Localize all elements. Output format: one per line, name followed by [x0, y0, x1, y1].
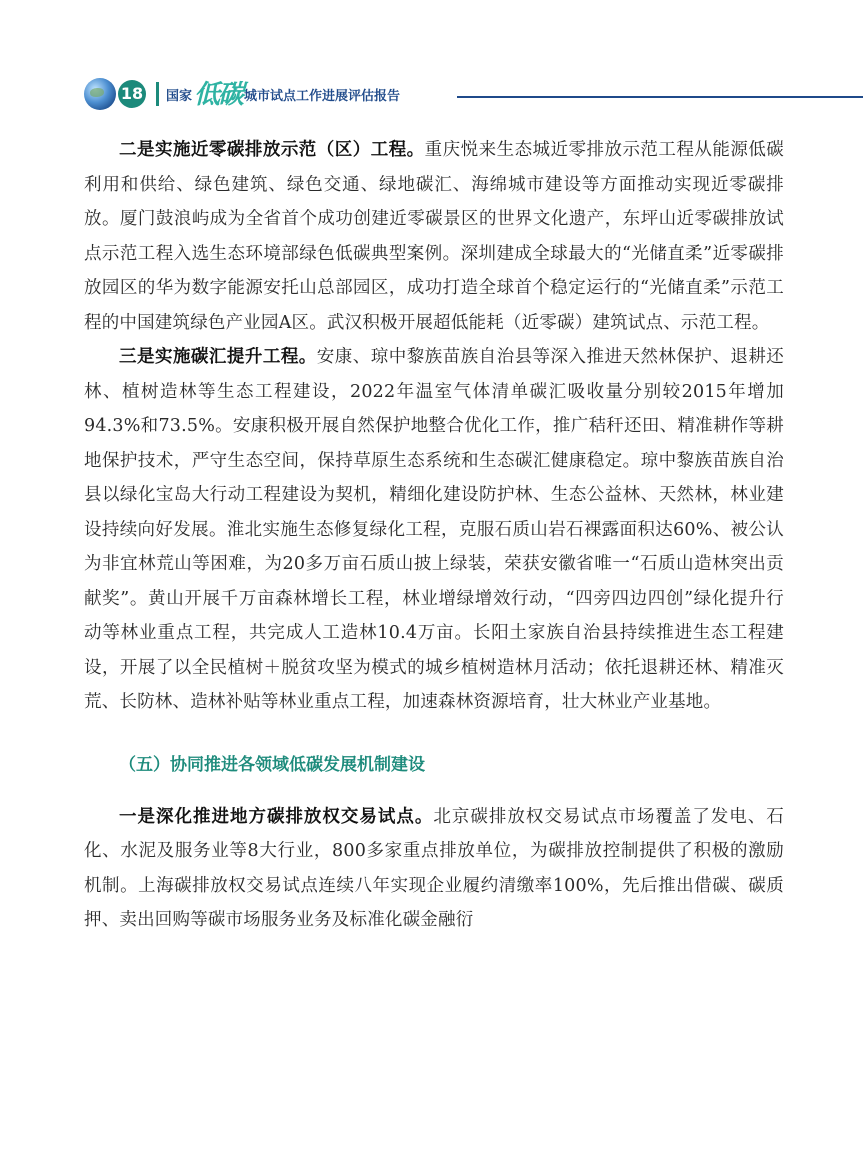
paragraph-carbon-trading: [84, 800, 784, 938]
paragraph-carbon-sink: [84, 340, 784, 720]
report-title: [166, 82, 400, 108]
paragraph-lead: 二是实施近零碳排放示范（区）工程。: [119, 140, 425, 160]
paragraph-lead: 一是深化推进地方碳排放权交易试点。: [119, 806, 434, 827]
title-prefix: 国家: [166, 89, 193, 104]
header-rule: [457, 96, 863, 98]
page-body: [84, 133, 784, 938]
page-number: 18: [118, 80, 146, 108]
header-divider: [156, 82, 159, 106]
paragraph-near-zero-carbon: [84, 133, 784, 340]
paragraph-text: 重庆悦来生态城近零排放示范工程从能源低碳利用和供给、绿色建筑、绿色交通、绿地碳汇、海绵城市建设等方面推动实现近零碳排放。厦门鼓浪屿成为全省首个成功创建近零碳景区的世界文化遗产，东坪山近零碳排放试点示范工程入选生态环境部绿色低碳典型案例。深圳建成全球最大的“光储直柔”近零碳排放园区的华为数字能源安托山总部园区，成功打造全球首个稳定运行的“光储直柔”示范工程的中国建筑绿色产业园A区。武汉积极开展超低能耗（近零碳）建筑试点、示范工程。: [84, 140, 784, 333]
title-emphasis: 低碳: [194, 80, 243, 110]
globe-icon: [84, 78, 116, 110]
paragraph-text: 北京碳排放权交易试点市场覆盖了发电、石化、水泥及服务业等8大行业，800多家重点排放单位，为碳排放控制提供了积极的激励机制。上海碳排放权交易试点连续八年实现企业履约清缴率100%，先后推出借碳、碳质押、卖出回购等碳市场服务业务及标准化碳金融衍: [84, 806, 784, 930]
section-heading: （五）协同推进各领域低碳发展机制建设: [119, 754, 425, 775]
page-header: [84, 76, 784, 114]
paragraph-text: 安康、琼中黎族苗族自治县等深入推进天然林保护、退耕还林、植树造林等生态工程建设，2022年温室气体清单碳汇吸收量分别较2015年增加94.3%和73.5%。安康积极开展自然保护地整合优化工作，推广秸秆还田、精准耕作等耕地保护技术，严守生态空间，保持草原生态系统和生态碳汇健康稳定。琼中黎族苗族自治县以绿化宝岛大行动工程建设为契机，精细化建设防护林、生态公益林、天然林，林业建设持续向好发展。淮北实施生态修复绿化工程，克服石质山岩石裸露面积达60%、被公认为非宜林荒山等困难，为20多万亩石质山披上绿装，荣获安徽省唯一“石质山造林突出贡献奖”。黄山开展千万亩森林增长工程，林业增绿增效行动，“四旁四边四创”绿化提升行动等林业重点工程，共完成人工造林10.4万亩。长阳土家族自治县持续推进生态工程建设，开展了以全民植树＋脱贫攻坚为模式的城乡植树造林月活动；依托退耕还林、精准灭荒、长防林、造林补贴等林业重点工程，加速森林资源培育，壮大林业产业基地。: [84, 347, 785, 712]
paragraph-lead: 三是实施碳汇提升工程。: [119, 347, 317, 367]
title-suffix: 城市试点工作进展评估报告: [244, 89, 401, 104]
